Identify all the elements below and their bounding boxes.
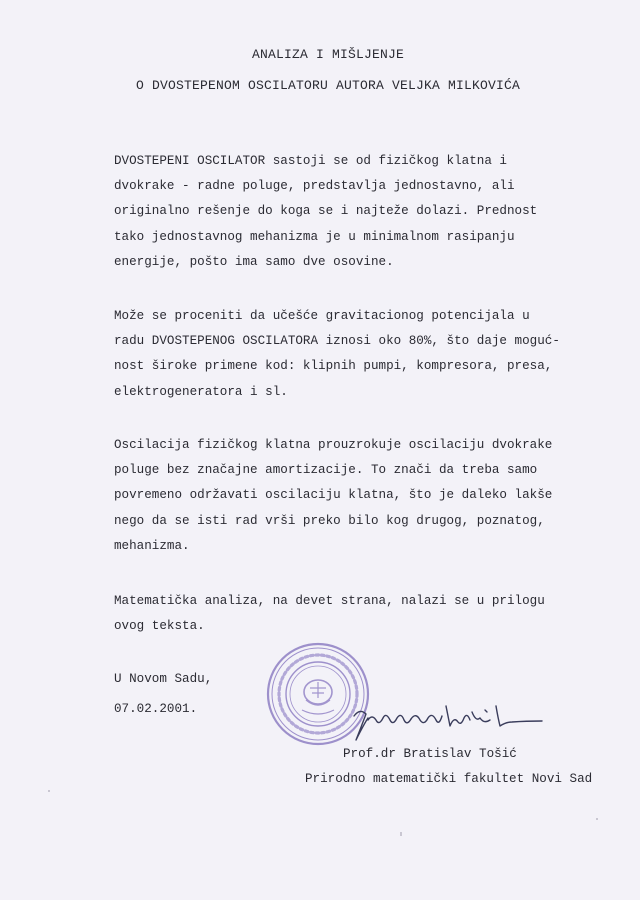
paragraph-line: energije, pošto ima samo dve osovine. <box>114 254 394 269</box>
paragraph-line: poluge bez značajne amortizacije. To znači da treba samo <box>114 463 538 478</box>
paragraph-line: Oscilacija fizičkog klatna prouzrokuje oscilaciju dvokrake <box>114 438 553 452</box>
place-text: U Novom Sadu, <box>114 672 213 686</box>
paragraph-line: nego da se isti rad vrši preko bilo kog drugog, poznatog, <box>114 513 545 528</box>
document-title: ANALIZA I MIŠLJENJE <box>251 47 405 62</box>
paper-speck <box>596 818 598 820</box>
paragraph-2 <box>114 304 594 405</box>
paragraph-line: DVOSTEPENI OSCILATOR sastoji se od fizičkog klatna i <box>114 154 507 168</box>
paragraph-line: Matematička analiza, na devet strana, nalazi se u prilogu <box>114 594 545 608</box>
paragraph-line: mehanizma. <box>114 538 190 553</box>
paragraph-line: originalno rešenje do koga se i najteže dolazi. Prednost <box>114 204 538 219</box>
paragraph-4 <box>114 589 594 639</box>
paragraph-line: nost široke primene kod: klipnih pumpi, kompresora, presa, <box>114 359 553 374</box>
institution-name: Prirodno matematički fakultet Novi Sad <box>305 772 593 786</box>
paragraph-line: ovog teksta. <box>114 619 205 634</box>
paragraph-1 <box>114 149 594 275</box>
paragraph-line: tako jednostavnog mehanizma je u minimalnom rasipanju <box>114 229 515 244</box>
paragraph-3 <box>114 433 594 559</box>
signature <box>346 700 546 745</box>
date-text: 07.02.2001. <box>114 702 198 716</box>
paragraph-line: Može se proceniti da učešće gravitacionog potencijala u <box>114 309 530 323</box>
paragraph-line: dvokrake - radne poluge, predstavlja jednostavno, ali <box>114 179 515 194</box>
place-date-block <box>114 664 212 724</box>
paragraph-line: elektrogeneratora i sl. <box>114 384 288 399</box>
paragraph-line: povremeno održavati oscilaciju klatna, što je daleko lakše <box>114 488 553 503</box>
signer-name: Prof.dr Bratislav Tošić <box>343 747 517 761</box>
paragraph-line: radu DVOSTEPENOG OSCILATORA iznosi oko 80%, što daje moguć- <box>114 334 560 349</box>
paper-speck <box>48 790 50 792</box>
document-subtitle: O DVOSTEPENOM OSCILATORU AUTORA VELJKA MILKOVIĆA <box>135 78 521 93</box>
paper-speck <box>400 832 402 836</box>
